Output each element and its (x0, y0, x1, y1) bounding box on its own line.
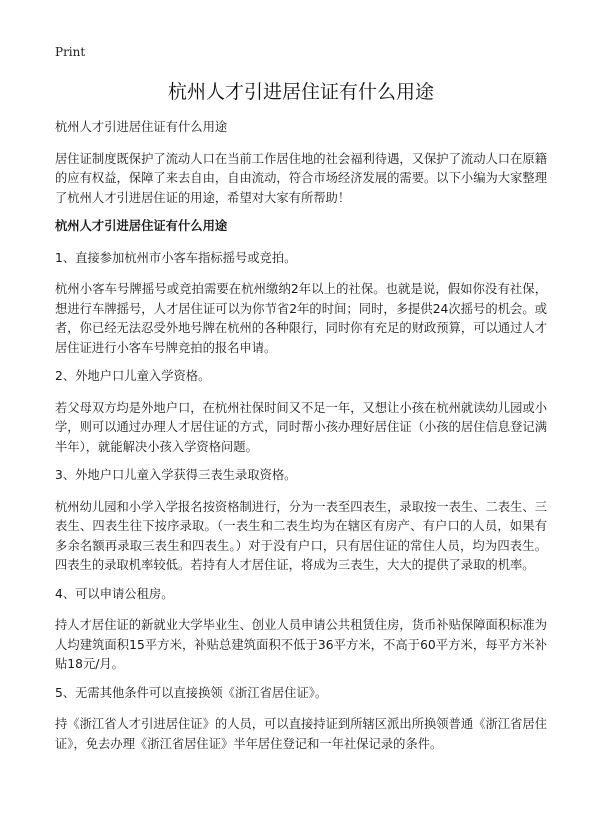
intro-paragraph: 居住证制度既保护了流动人口在当前工作居住地的社会福利待遇，又保护了流动人口在原籍的应有权益，保障了来去自由，自由流动，符合市场经济发展的需要。以下小编为大家整理了杭州人才引进居住证的用途，希望对大家有所帮助！ (55, 151, 547, 205)
section-heading: 杭州人才引进居住证有什么用途 (55, 219, 228, 233)
print-label: Print (55, 45, 86, 59)
article-body (55, 118, 547, 763)
item-body-3: 杭州幼儿园和小学入学报名按资格制进行，分为一表至四表生，录取按一表生、二表生、三表生、四表生往下按序录取。（一表生和二表生均为在辖区有房产、有户口的人员，如果有多余名额再录取三表生和四表生。）对于没有户口，只有居住证的常住人员，均为四表生。四表生的录取机率较低。若持有人才居住证，将成为三表生，大大的提供了录取的机率。 (55, 499, 547, 572)
item-body-2: 若父母双方均是外地户口，在杭州社保时间又不足一年，又想让小孩在杭州就读幼儿园或小学，则可以通过办理人才居住证的方式，同时帮小孩办理好居住证（小孩的居住信息登记满半年），就能解决小孩入学资格问题。 (55, 400, 547, 454)
item-title-3: 3、外地户口儿童入学获得三表生录取资格。 (55, 468, 297, 482)
page-title: 杭州人才引进居住证有什么用途 (167, 81, 434, 103)
item-body-4: 持人才居住证的新就业大学毕业生、创业人员申请公共租赁住房，货币补贴保障面积标准为人均建筑面积15平方米，补贴总建筑面积不低于36平方米，不高于60平方米，每平方米补贴18元/月。 (55, 618, 547, 671)
article-subtitle: 杭州人才引进居住证有什么用途 (55, 120, 228, 134)
item-title-5: 5、无需其他条件可以直接换领《浙江省居住证》。 (55, 685, 328, 700)
item-title-1: 1、直接参加杭州市小客车指标摇号或竞拍。 (55, 250, 297, 265)
item-body-5: 持《浙江省人才引进居住证》的人员，可以直接持证到所辖区派出所换领普通《浙江省居住证》，免去办理《浙江省居住证》半年居住登记和一年社保记录的条件。 (55, 717, 547, 751)
item-title-2: 2、外地户口儿童入学资格。 (55, 369, 211, 383)
item-title-4: 4、可以申请公租房。 (55, 586, 174, 601)
item-body-1: 杭州小客车号牌摇号或竞拍需要在杭州缴纳2年以上的社保。也就是说，假如你没有社保，想进行车牌摇号，人才居住证可以为你节省2年的时间；同时，多提供24次摇号的机会。或者，你已经无法忍受外地号牌在杭州的各种限行，同时你有充足的财政预算，可以通过人才居住证进行小客车号牌竞拍的报名申请。 (55, 282, 547, 355)
